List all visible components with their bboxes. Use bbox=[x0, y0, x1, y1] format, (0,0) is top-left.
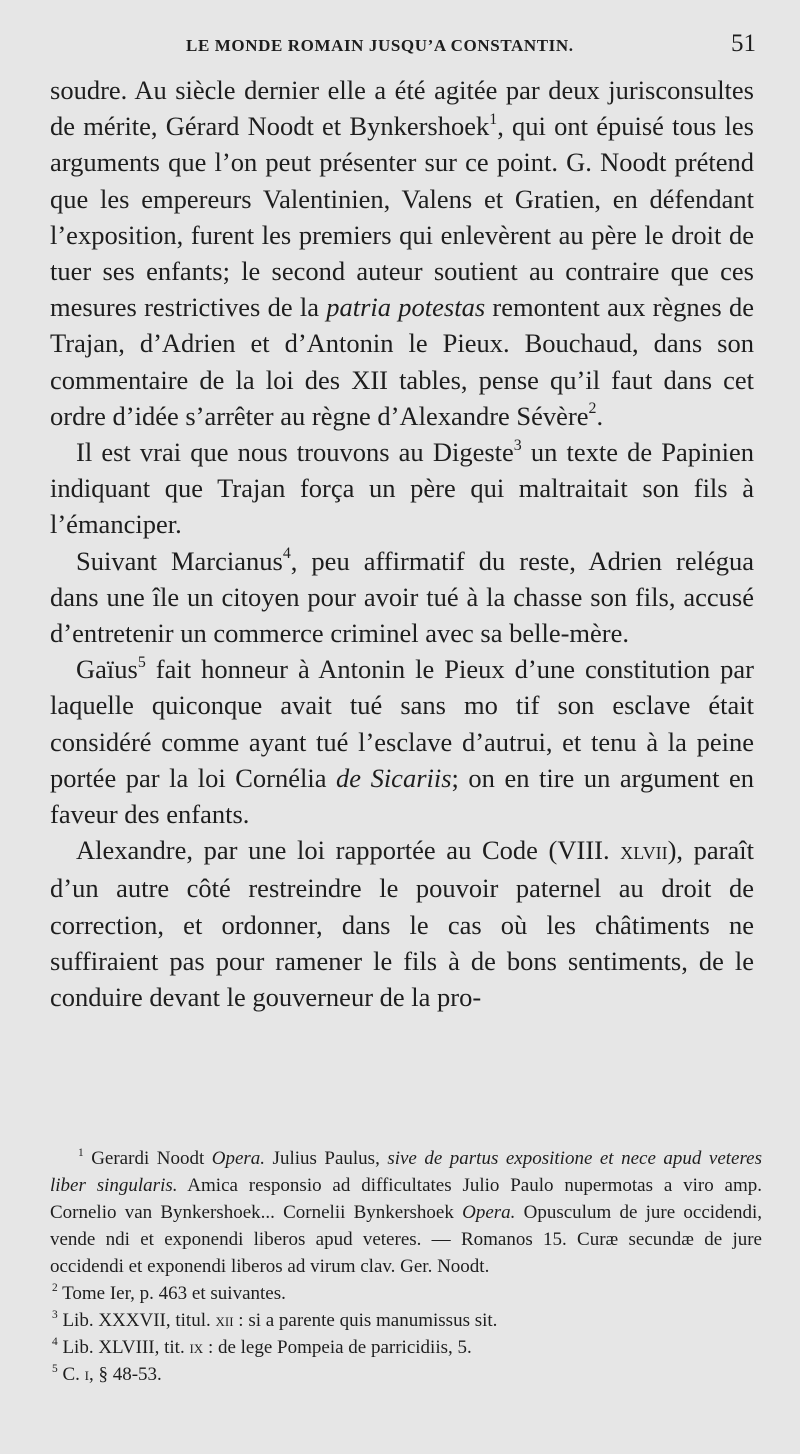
italic-term: de Sicariis bbox=[336, 762, 452, 793]
paragraph-2 bbox=[50, 434, 754, 543]
footnote-ref: 2 bbox=[588, 400, 597, 418]
italic-term: patria potestas bbox=[326, 292, 486, 323]
paragraph-4 bbox=[50, 651, 754, 832]
italic-term: sive de partus expositione et nece apud veteres liber singularis. bbox=[50, 1148, 762, 1196]
text-run: Opusculum de jure occidendi, vende ndi et exponendi liberos apud veteres. — Romanos 15. Curæ secundæ de jure occidendi et exponendi liberos ad virum clav. Ger. Noodt. bbox=[50, 1202, 762, 1277]
footnote-number: 5 bbox=[52, 1362, 58, 1375]
text-run: fait honneur à Antonin le Pieux d’une constitution par laquelle quiconque avait tué sans mo tif son esclave était considéré comme ayant tué l’esclave d’autrui, et tenu à la peine portée par la loi Cornélia bbox=[50, 654, 754, 793]
text-run: Suivant Marcianus bbox=[76, 545, 283, 576]
text-run: : de lege Pompeia de parricidiis, 5. bbox=[203, 1337, 472, 1358]
footnote-number: 4 bbox=[52, 1335, 58, 1348]
footnote-ref: 4 bbox=[282, 545, 291, 563]
small-caps-numeral: ix bbox=[189, 1337, 204, 1357]
footnote-1 bbox=[50, 1145, 762, 1280]
footnote-number: 2 bbox=[52, 1281, 58, 1294]
main-text bbox=[50, 72, 754, 1015]
footnote-2 bbox=[50, 1280, 762, 1307]
paragraph-1 bbox=[50, 72, 754, 434]
text-run: Alexandre, par une loi rapportée au Code (VIII. bbox=[76, 835, 621, 866]
running-title: LE MONDE ROMAIN JUSQU’A CONSTANTIN. bbox=[186, 36, 574, 55]
paragraph-3 bbox=[50, 543, 754, 652]
footnote-number: 3 bbox=[52, 1308, 58, 1321]
running-head bbox=[46, 30, 756, 64]
text-run: Gaïus bbox=[76, 654, 138, 685]
text-run: , qui ont épuisé tous les arguments que l’on peut présenter sur ce point. G. Noodt prétend que les empereurs Valentinien, Valens et Gratien, en défendant l’exposition, furent les premiers qui enlevèrent au père le droit de tuer ses enfants; le second auteur soutient au contraire que ces mesures restrictives de la bbox=[50, 111, 754, 323]
footnote-number: 1 bbox=[78, 1146, 84, 1159]
text-run: Julius Paulus, bbox=[265, 1148, 388, 1169]
italic-term: Opera. bbox=[211, 1148, 266, 1169]
text-run: ), paraît d’un autre côté restreindre le pouvoir paternel au droit de correction, et ordonner, dans le cas où les châtiments ne suffiraient pas pour ramener le fils à de bons sentiments, de le conduire devant le gouverneur de la pro- bbox=[50, 835, 754, 1013]
text-run: , § 48-53. bbox=[88, 1364, 162, 1385]
italic-term: Opera. bbox=[462, 1202, 516, 1223]
text-run: remontent aux règnes de Trajan, d’Adrien et d’Antonin le Pieux. Bouchaud, dans son commentaire de la loi des XII tables, pense qu’il faut dans cet ordre d’idée s’arrêter au règne d’Alexandre Sévère bbox=[50, 292, 755, 431]
text-run: Lib. XXXVII, titul. bbox=[57, 1310, 216, 1331]
text-run: : si a parente quis manumissus sit. bbox=[233, 1310, 498, 1331]
page-number: 51 bbox=[731, 30, 756, 57]
footnotes bbox=[50, 1145, 762, 1388]
text-run: Gerardi Noodt bbox=[83, 1148, 212, 1169]
footnote-ref: 1 bbox=[489, 110, 498, 128]
text-run: . bbox=[596, 400, 604, 431]
text-run: Tome Ier, p. 463 et suivantes. bbox=[57, 1283, 286, 1304]
footnote-4 bbox=[50, 1334, 762, 1361]
text-run: soudre. Au siècle dernier elle a été agitée par deux jurisconsultes de mérite, Gérard Noodt et Bynkershoek bbox=[50, 75, 754, 142]
small-caps-numeral: xii bbox=[215, 1310, 234, 1330]
text-run: un texte de Papinien indiquant que Trajan força un père qui maltraitait son fils à l’émanciper. bbox=[50, 437, 754, 540]
text-run: Lib. XLVIII, tit. bbox=[57, 1337, 190, 1358]
text-run: Il est vrai que nous trouvons au Digeste bbox=[76, 437, 514, 468]
text-run: Amica responsio ad difficultates Julio Paulo nupermotas a viro amp. Cornelio van Bynkershoek... Cornelii Bynkershoek bbox=[50, 1175, 762, 1223]
footnote-3 bbox=[50, 1307, 762, 1334]
small-caps-numeral: i bbox=[84, 1364, 89, 1384]
text-run: , peu affirmatif du reste, Adrien relégua dans une île un citoyen pour avoir tué à la chasse son fils, accusé d’entretenir un commerce criminel avec sa belle-mère. bbox=[50, 545, 755, 649]
text-run: C. bbox=[57, 1364, 85, 1385]
footnote-5 bbox=[50, 1361, 762, 1388]
paragraph-5 bbox=[50, 832, 754, 1015]
small-caps-numeral: xlvii bbox=[620, 838, 668, 866]
footnote-ref: 5 bbox=[137, 653, 146, 671]
text-run: ; on en tire un argument en faveur des enfants. bbox=[50, 762, 754, 830]
footnote-ref: 3 bbox=[513, 436, 522, 454]
